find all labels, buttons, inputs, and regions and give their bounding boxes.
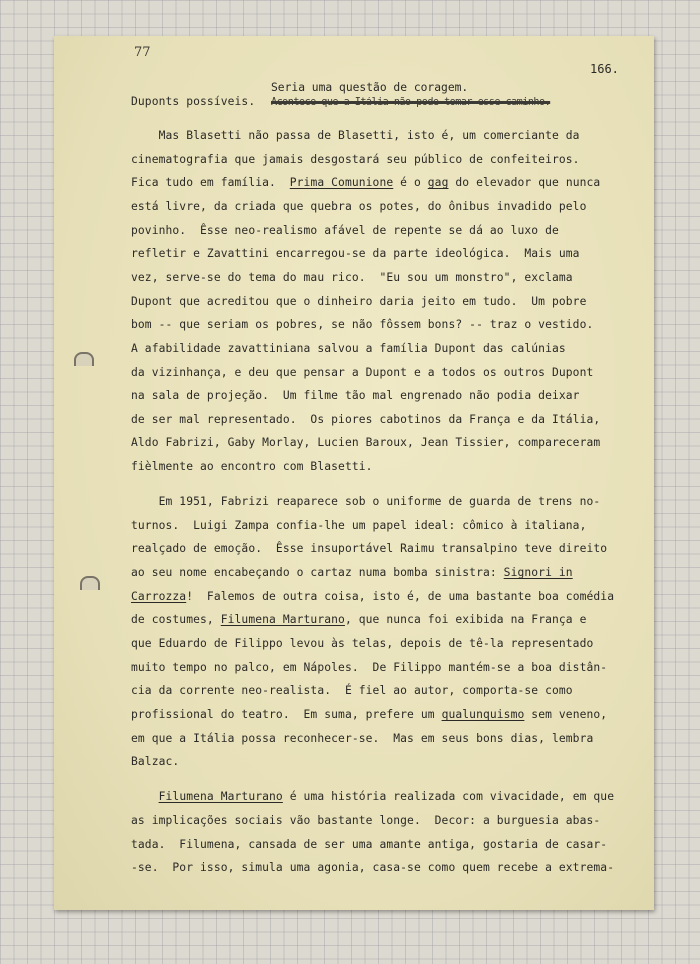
text-segment: na sala de projeção. Um filme tão mal engrenado não podia deixar <box>131 389 580 403</box>
underlined-title: Signori in <box>503 566 573 580</box>
text-segment: é o <box>393 176 428 190</box>
text-line <box>131 295 587 308</box>
text-line <box>131 129 580 142</box>
text-line <box>131 637 593 650</box>
text-line <box>131 542 607 555</box>
text-segment: ao seu nome encabeçando o cartaz numa bomba sinistra: <box>131 566 504 580</box>
text-line <box>131 519 587 532</box>
underlined-title: qualunquismo <box>441 707 525 721</box>
text-line <box>131 732 593 745</box>
text-segment: realçado de emoção. Êsse insuportável Raimu transalpino teve direito <box>131 542 608 556</box>
underlined-title: gag <box>427 176 449 190</box>
text-segment: que Eduardo de Filippo levou às telas, depois de tê-la representado <box>131 637 594 650</box>
text-segment: profissional do teatro. Em suma, prefere um <box>131 707 442 721</box>
text-segment: bom -- que seriam os pobres, se não fôssem bons? -- traz o vestido. <box>131 318 594 332</box>
text-segment: fièlmente ao encontro com Blasetti. <box>131 460 373 474</box>
text-segment: em que a Itália possa reconhecer-se. Mas em seus bons dias, lembra <box>131 731 594 745</box>
text-segment: sem veneno, <box>524 707 608 721</box>
text-line <box>131 566 573 579</box>
text-line <box>131 247 580 260</box>
text-segment: Em 1951, Fabrizi reaparece sob o uniforme de guarda de trens no- <box>131 495 601 509</box>
page-number: 166. <box>590 62 619 76</box>
text-line <box>131 95 255 108</box>
inserted-correction: Seria uma questão de coragem. <box>271 81 469 94</box>
text-segment: as implicações sociais vão bastante longe. Decor: a burguesia abas- <box>131 813 601 827</box>
text-line <box>131 684 573 697</box>
text-segment: A afabilidade zavattiniana salvou a família Dupont das calúnias <box>131 341 566 355</box>
text-line <box>131 366 593 379</box>
underlined-title: Filumena Marturano <box>220 613 345 627</box>
text-line <box>131 861 614 874</box>
text-segment: de ser mal representado. Os piores cabotinos da França e da Itália, <box>131 412 601 426</box>
text-segment: Mas Blasetti não passa de Blasetti, isto é, um comerciante da <box>131 129 580 142</box>
margin-number: 77 <box>134 45 151 60</box>
text-line <box>131 838 607 851</box>
text-segment: está livre, da criada que quebra os potes, do ônibus invadido pelo <box>131 199 587 213</box>
text-segment: muito tempo no palco, em Nápoles. De Filippo mantém-se a boa distân- <box>131 660 608 674</box>
text-line <box>131 590 614 603</box>
text-line <box>131 755 179 768</box>
text-segment: vez, serve-se do tema do mau rico. "Eu sou um monstro", exclama <box>131 270 573 284</box>
text-segment: Duponts possíveis. <box>131 95 256 108</box>
punch-hole <box>74 352 94 366</box>
text-line <box>131 271 573 284</box>
text-line <box>131 176 600 189</box>
text-line <box>131 318 593 331</box>
text-line <box>131 200 587 213</box>
text-line <box>131 495 600 508</box>
text-line <box>131 389 580 402</box>
text-line <box>131 224 559 237</box>
text-line <box>131 708 607 721</box>
text-segment: povinho. Êsse neo-realismo afável de repente se dá ao luxo de <box>131 223 559 237</box>
punch-hole <box>80 576 100 590</box>
underlined-title: Carrozza <box>131 589 187 603</box>
text-segment: de costumes, <box>131 613 221 627</box>
text-segment: Dupont que acreditou que o dinheiro daria jeito em tudo. Um pobre <box>131 294 587 308</box>
text-segment: Aldo Fabrizi, Gaby Morlay, Lucien Baroux, Jean Tissier, compareceram <box>131 436 601 450</box>
text-line <box>131 153 580 166</box>
text-line <box>131 790 614 803</box>
text-segment: cinematografia que jamais desgostará seu público de confeiteiros. <box>131 152 580 166</box>
text-segment: Balzac. <box>131 755 180 769</box>
text-line <box>131 661 607 674</box>
text-segment: é uma história realizada com vivacidade, em que <box>282 790 615 804</box>
text-segment: turnos. Luigi Zampa confia-lhe um papel ideal: cômico à italiana, <box>131 518 587 532</box>
typewritten-page <box>54 36 654 910</box>
text-line <box>131 342 566 355</box>
struck-out-text: Acontece que a Itália não pode tomar esse caminho. <box>271 97 551 108</box>
text-segment: -se. Por isso, simula uma agonia, casa-se como quem recebe a extrema- <box>131 861 615 875</box>
text-segment: refletir e Zavattini encarregou-se da parte ideológica. Mais uma <box>131 247 580 261</box>
underlined-title: Prima Comunione <box>289 176 394 190</box>
text-segment: da vizinhança, e deu que pensar a Dupont e a todos os outros Dupont <box>131 365 594 379</box>
text-segment: tada. Filumena, cansada de ser uma amante antiga, gostaria de casar- <box>131 837 608 851</box>
text-line <box>131 413 600 426</box>
text-line <box>131 460 373 473</box>
text-segment: , que nunca foi exibida na França e <box>344 613 587 627</box>
text-segment: Fica tudo em família. <box>131 176 290 190</box>
text-line <box>131 613 587 626</box>
text-segment: cia da corrente neo-realista. É fiel ao autor, comporta-se como <box>131 684 573 698</box>
text-line <box>131 436 600 449</box>
text-segment: do elevador que nunca <box>448 176 601 190</box>
underlined-title: Filumena Marturano <box>158 790 283 804</box>
text-line <box>131 814 600 827</box>
text-segment: ! Falemos de outra coisa, isto é, de uma bastante boa comédia <box>186 589 615 603</box>
text-segment <box>131 790 159 803</box>
